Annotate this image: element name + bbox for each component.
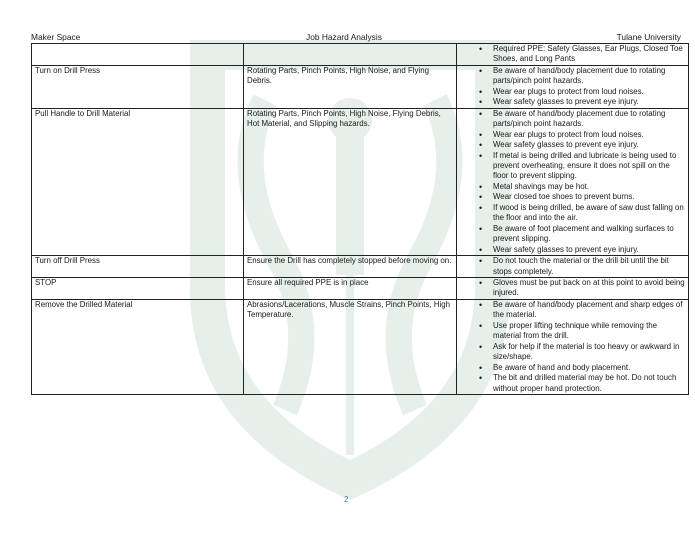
control-item: • Required PPE: Safety Glasses, Ear Plugs, Closed Toe Shoes, and Long Pants [460, 44, 685, 65]
control-item: • The bit and drilled material may be hot. Do not touch without proper hand protection. [460, 373, 685, 394]
control-item: • Wear safety glasses to prevent eye injury. [460, 245, 685, 255]
control-item: • Be aware of hand and body placement. [460, 363, 685, 373]
table-row [32, 256, 689, 278]
step-cell: Remove the Drilled Material [32, 299, 244, 394]
control-item: • Be aware of hand/body placement due to rotating parts/pinch point hazards. [460, 66, 685, 87]
page-header [31, 31, 681, 43]
control-item: • Wear safety glasses to prevent eye injury. [460, 97, 685, 107]
hazard-cell [244, 44, 457, 66]
table-row [32, 299, 689, 394]
control-item: • Gloves must be put back on at this point to avoid being injured. [460, 278, 685, 299]
step-cell: Pull Handle to Drill Material [32, 108, 244, 255]
page-number: 2 [344, 495, 349, 504]
controls-cell [457, 299, 689, 394]
header-university: Tulane University [616, 32, 681, 42]
hazard-cell: Ensure the Drill has completely stopped before moving on. [244, 256, 457, 278]
header-org: Maker Space [31, 32, 81, 42]
step-cell: STOP [32, 277, 244, 299]
hazard-cell: Ensure all required PPE is in place [244, 277, 457, 299]
step-cell: Turn on Drill Press [32, 65, 244, 108]
table-row [32, 44, 689, 66]
step-cell [32, 44, 244, 66]
control-item: • Metal shavings may be hot. [460, 182, 685, 192]
control-item: • Wear ear plugs to protect from loud noises. [460, 130, 685, 140]
control-item: • Wear closed toe shoes to prevent burns. [460, 192, 685, 202]
hazard-cell: Rotating Parts, Pinch Points, High Noise, Flying Debris, Hot Material, and Slipping hazards. [244, 108, 457, 255]
table-row [32, 277, 689, 299]
table-row [32, 108, 689, 255]
control-item: • Be aware of hand/body placement due to rotating parts/pinch point hazards. [460, 109, 685, 130]
controls-cell [457, 44, 689, 66]
control-item: • Ask for help if the material is too heavy or awkward in size/shape. [460, 342, 685, 363]
table-row [32, 65, 689, 108]
control-item: • Use proper lifting technique while removing the material from the drill. [460, 321, 685, 342]
hazard-table [31, 43, 689, 395]
controls-cell [457, 256, 689, 278]
control-item: • Wear safety glasses to prevent eye injury. [460, 140, 685, 150]
controls-cell [457, 65, 689, 108]
control-item: • Wear ear plugs to protect from loud noises. [460, 87, 685, 97]
hazard-cell: Abrasions/Lacerations, Muscle Strains, Pinch Points, High Temperature. [244, 299, 457, 394]
step-cell: Turn off Drill Press [32, 256, 244, 278]
hazard-cell: Rotating Parts, Pinch Points, High Noise, and Flying Debris. [244, 65, 457, 108]
control-item: • Be aware of hand/body placement and sharp edges of the material. [460, 300, 685, 321]
control-item: • If metal is being drilled and lubricate is being used to prevent overheating, ensure it does not spill on the floor to prevent slipping. [460, 151, 685, 182]
header-title: Job Hazard Analysis [306, 32, 382, 42]
control-item: • If wood is being drilled, be aware of saw dust falling on the floor and into the air. [460, 203, 685, 224]
control-item: • Do not touch the material or the drill bit until the bit stops completely. [460, 256, 685, 277]
controls-cell [457, 108, 689, 255]
controls-cell [457, 277, 689, 299]
control-item: • Be aware of foot placement and walking surfaces to prevent slipping. [460, 224, 685, 245]
